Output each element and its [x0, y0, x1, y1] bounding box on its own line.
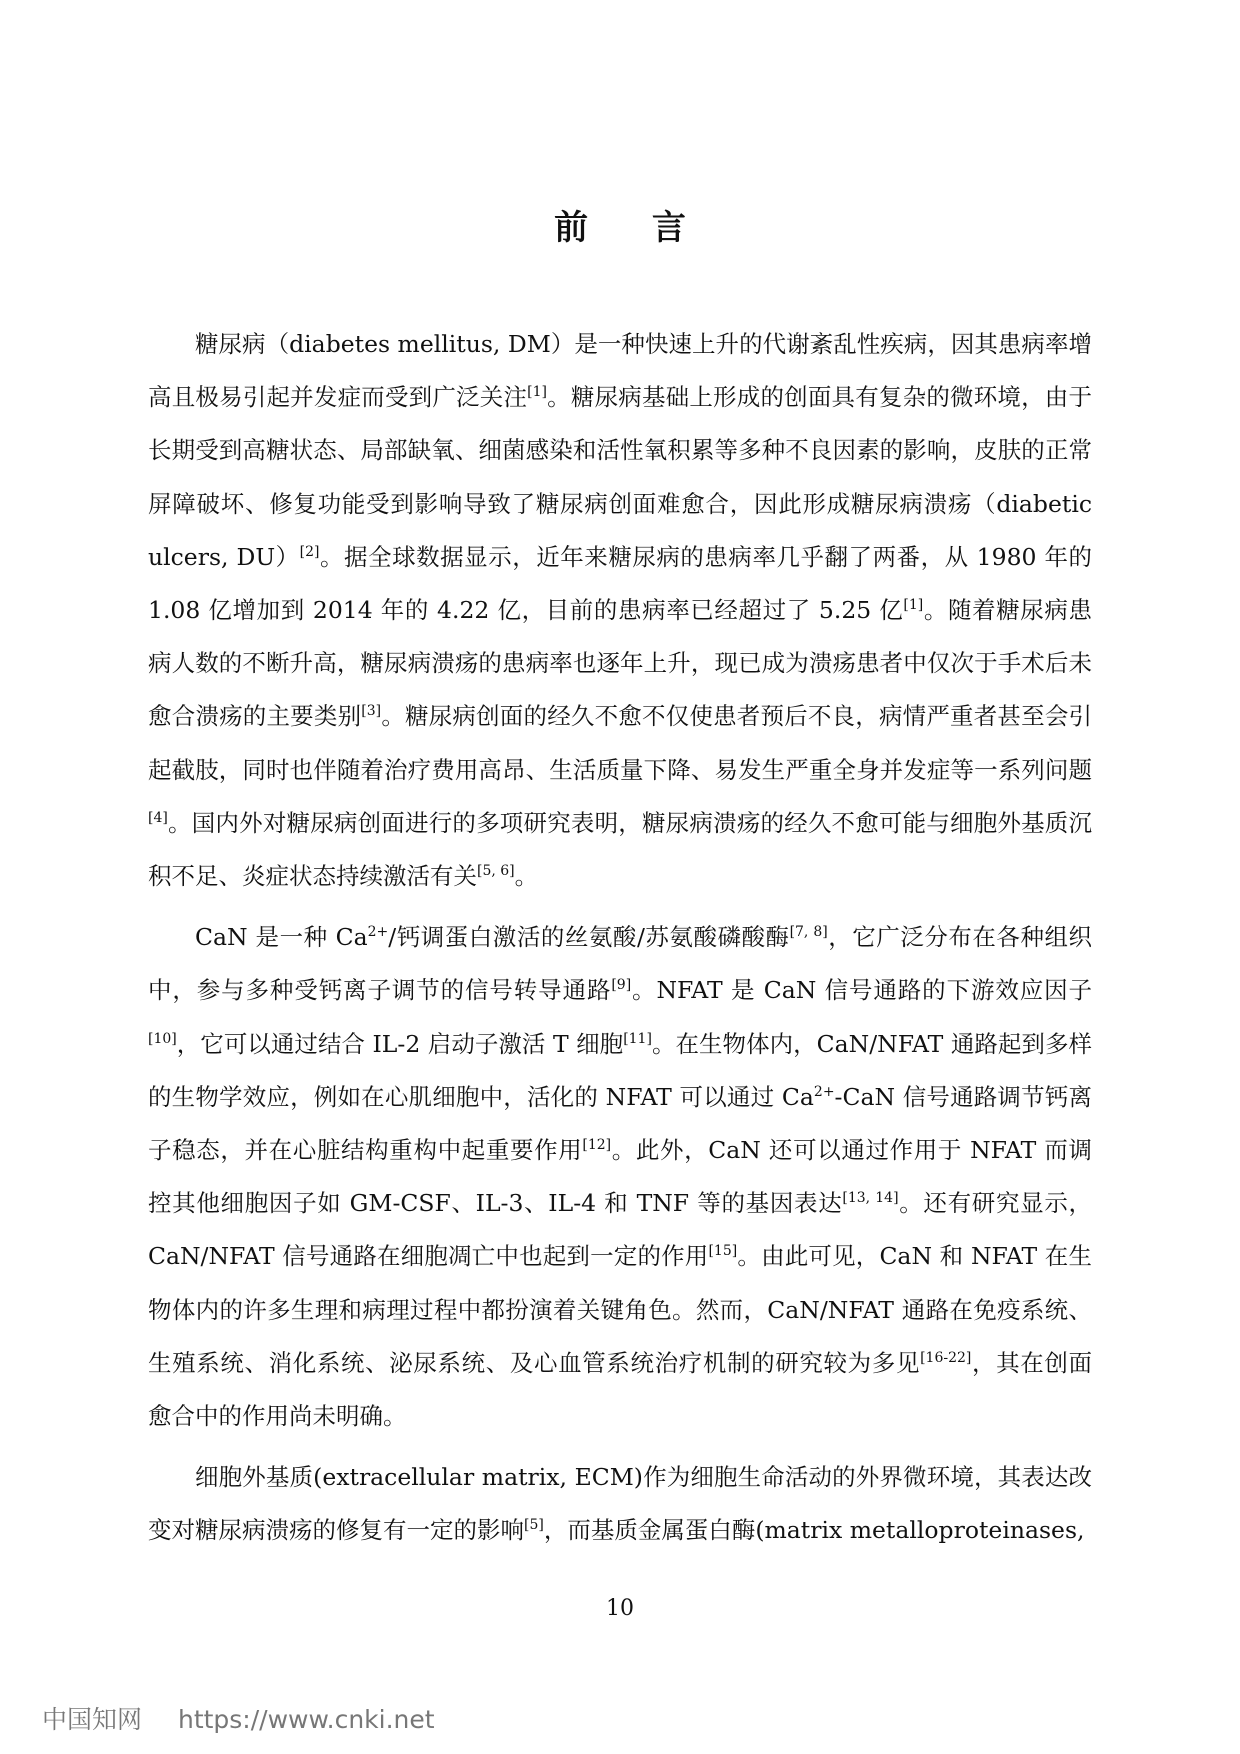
footer-site-name: 中国知网	[42, 1705, 143, 1734]
text-run: 。由此可见，CaN 和 NFAT 在生物体内的许多生理和病理过程中都扮演着关键角色。然而，CaN/NFAT 通路在免疫系统、生殖系统、消化系统、泌尿系统、及心血管系统治疗机制的研究较为多见	[148, 1242, 1092, 1377]
page-number: 10	[606, 1596, 634, 1621]
citation-reference: [12]	[582, 1137, 612, 1154]
text-run: 。此外，CaN 还可以通过作用于 NFAT 而调控其他细胞因子如 GM-CSF、IL-3、IL-4 和 TNF 等的基因表达	[148, 1136, 1093, 1218]
text-run: 。随着糖尿病患病人数的不断升高，糖尿病溃疡的患病率也逐年上升，现已成为溃疡患者中仅次于手术后未愈合溃疡的主要类别	[148, 596, 1093, 731]
citation-reference: [16-22]	[920, 1350, 972, 1367]
citation-reference: [10]	[148, 1030, 177, 1047]
paragraph-1	[148, 318, 1092, 903]
text-run: 细胞外基质(extracellular matrix, ECM)作为细胞生命活动的外界微环境，其表达改变对糖尿病溃疡的修复有一定的影响	[148, 1463, 1092, 1545]
citation-reference: [2]	[299, 543, 320, 560]
text-run: ，而基质金属蛋白酶(matrix metalloproteinases,	[543, 1516, 1085, 1545]
text-run: 。在生物体内，CaN/NFAT 通路起到多样的生物学效应，例如在心肌细胞中，活化的 NFAT 可以通过 Ca	[148, 1029, 1092, 1111]
text-run: ，其在创面愈合中的作用尚未明确。	[148, 1348, 1093, 1431]
citation-reference: [3]	[361, 703, 382, 720]
text-run: 。国内外对糖尿病创面进行的多项研究表明，糖尿病溃疡的经久不愈可能与细胞外基质沉积不足、炎症状态持续激活有关	[148, 808, 1092, 891]
ion-charge-superscript: 2+	[367, 924, 389, 941]
citation-reference: [5]	[524, 1517, 544, 1534]
paragraph-2	[148, 911, 1092, 1443]
text-run: 糖尿病（diabetes mellitus, DM）是一种快速上升的代谢紊乱性疾病，因其患病率增高且极易引起并发症而受到广泛关注	[148, 330, 1092, 412]
footer-watermark	[42, 1700, 435, 1736]
citation-reference: [15]	[708, 1243, 738, 1260]
citation-reference: [11]	[623, 1030, 652, 1047]
citation-reference: [7, 8]	[789, 924, 828, 941]
text-run: 。NFAT 是 CaN 信号通路的下游效应因子	[631, 976, 1092, 1005]
citation-reference: [4]	[148, 810, 168, 826]
text-run: -CaN 信号通路调节钙离子稳态，并在心脏结构重构中起重要作用	[148, 1082, 1092, 1165]
text-run: CaN 是一种 Ca	[195, 923, 368, 952]
text-run: 。	[514, 862, 539, 891]
text-run: /钙调蛋白激活的丝氨酸/苏氨酸磷酸酶	[388, 923, 790, 952]
citation-reference: [1]	[527, 384, 547, 401]
text-run: 。还有研究显示，CaN/NFAT 信号通路在细胞凋亡中也起到一定的作用	[148, 1189, 1093, 1271]
page-title: 前 言	[554, 208, 712, 248]
citation-reference: [9]	[611, 977, 632, 994]
citation-reference: [5, 6]	[477, 863, 515, 880]
citation-reference: [1]	[903, 597, 924, 614]
paragraph-3	[148, 1451, 1092, 1557]
text-run: 。据全球数据显示，近年来糖尿病的患病率几乎翻了两番，从 1980 年的 1.08 亿增加到 2014 年的 4.22 亿，目前的患病率已经超过了 5.25 亿	[148, 542, 1092, 625]
text-run: ，它广泛分布在各种组织中，参与多种受钙离子调节的信号转导通路	[148, 923, 1093, 1005]
text-run: ，它可以通过结合 IL-2 启动子激活 T 细胞	[176, 1029, 624, 1058]
citation-reference: [13, 14]	[842, 1190, 899, 1207]
footer-url: https://www.cnki.net	[177, 1705, 435, 1734]
ion-charge-superscript: 2+	[813, 1084, 835, 1101]
body-text	[148, 318, 1092, 1566]
text-run: 。糖尿病创面的经久不愈不仅使患者预后不良，病情严重者甚至会引起截肢，同时也伴随着治疗费用高昂、生活质量下降、易发生严重全身并发症等一系列问题	[148, 702, 1093, 784]
text-run: 。糖尿病基础上形成的创面具有复杂的微环境，由于长期受到高糖状态、局部缺氧、细菌感染和活性氧积累等多种不良因素的影响，皮肤的正常屏障破坏、修复功能受到影响导致了糖尿病创面难愈合，因此形成糖尿病溃疡（diabetic ulcers, DU）	[148, 383, 1092, 571]
